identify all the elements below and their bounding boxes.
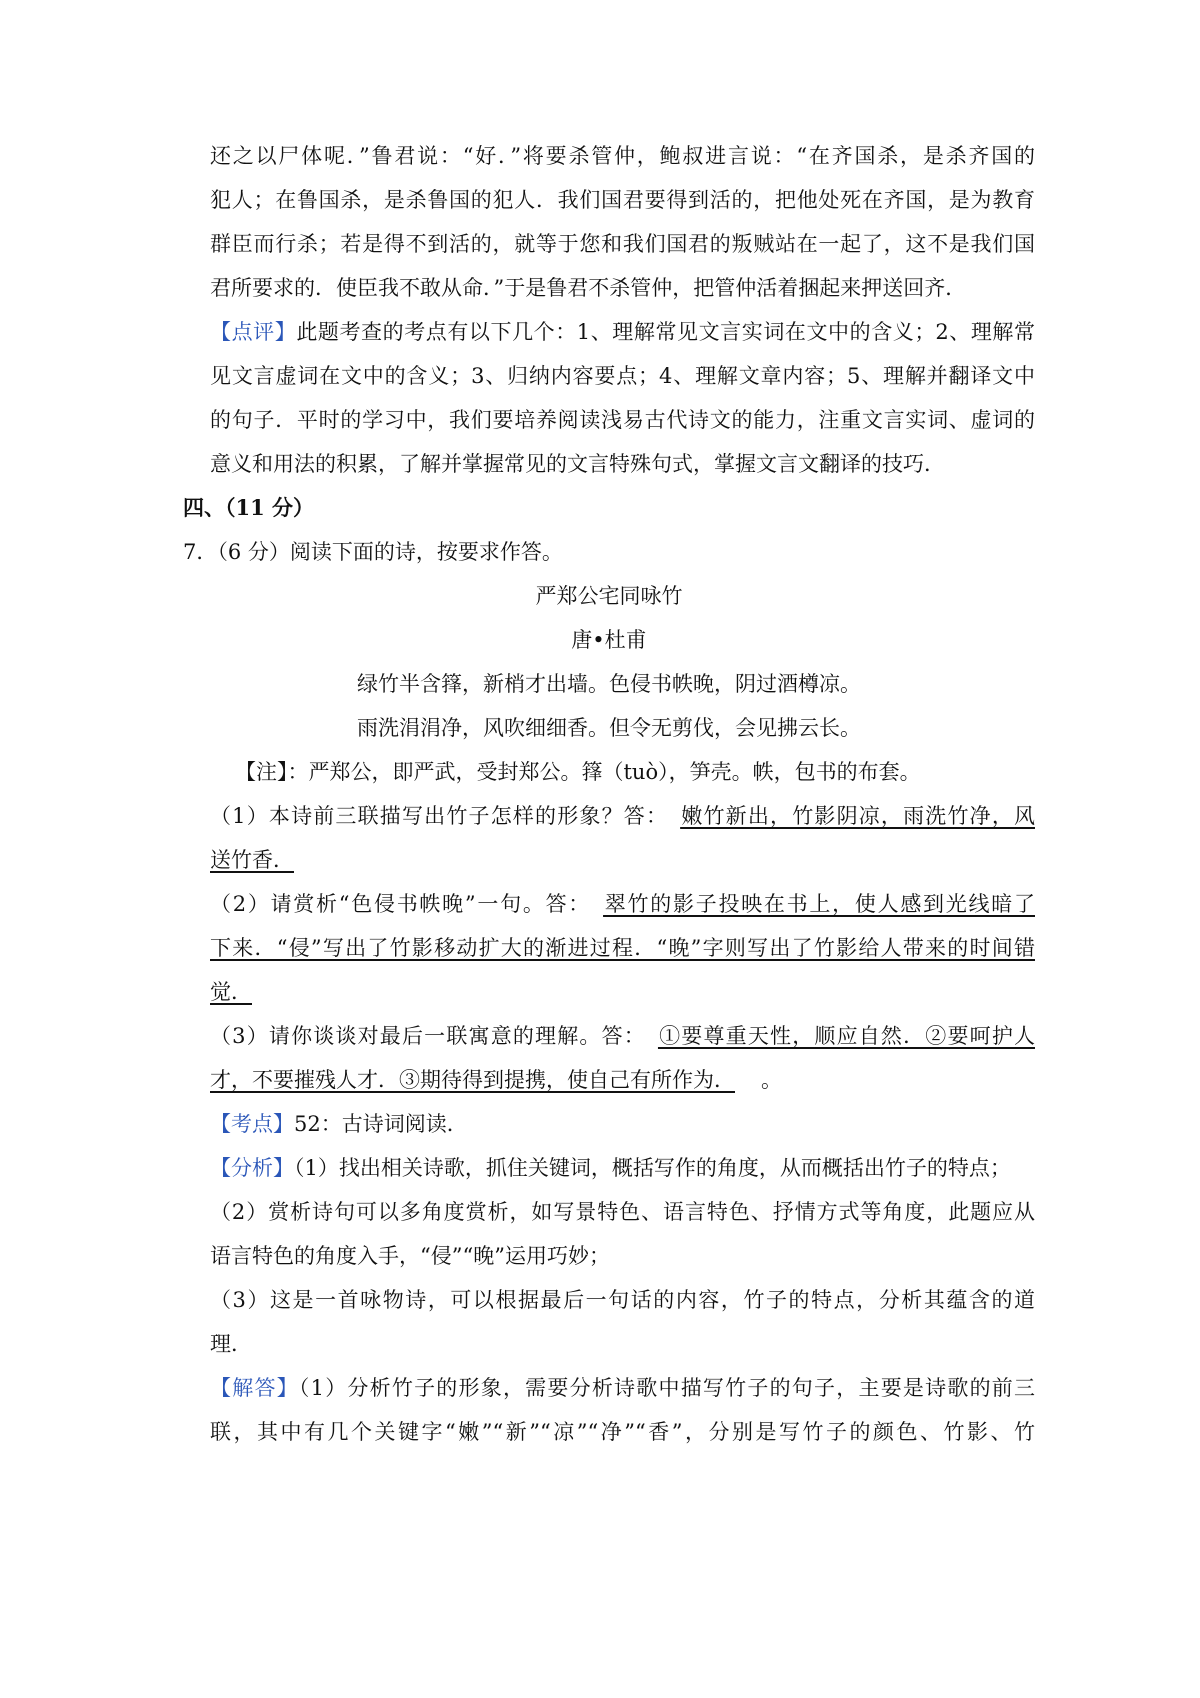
review-text-1: 此题考查的考点有以下几个：1、理解常见文言实词在文中的含义；2、理解常 [296,320,1035,344]
q3-line-2 [210,1065,1035,1095]
q2-line-1 [210,889,1035,919]
poem-author: 唐•杜甫 [571,628,647,652]
analysis-line-2: （2）赏析诗句可以多角度赏析，如写景特色、语言特色、抒情方式等角度，此题应从 [210,1200,1035,1224]
poem-line-1: 绿竹半含箨，新梢才出墙。色侵书帙晚，阴过酒樽凉。 [357,672,861,696]
q2-answer-3: 觉． [210,980,252,1004]
analysis-line-3: 语言特色的角度入手，“侵”“晚”运用巧妙； [210,1244,610,1268]
analysis-line-1 [210,1153,1035,1183]
q1-answer-2: 送竹香． [210,848,294,872]
analysis-line-4: （3）这是一首咏物诗，可以根据最后一句话的内容，竹子的特点，分析其蕴含的道 [210,1288,1035,1312]
review-line-4: 意义和用法的积累，了解并掌握常见的文言特殊句式，掌握文言文翻译的技巧． [210,452,945,476]
q3-answer-1: ①要尊重天性，顺应自然．②要呵护人 [657,1024,1035,1048]
translation-line-3: 群臣而行杀；若是得不到活的，就等于您和我们国君的叛贼站在一起了，这不是我们国 [210,232,1035,256]
kaodian-line [210,1109,1035,1139]
poem-line-2: 雨洗涓涓净，风吹细细香。但令无剪伐，会见拂云长。 [357,716,861,740]
review-line-1 [210,317,1035,347]
kaodian-text: 52：古诗词阅读． [294,1112,468,1136]
review-tag: 【点评】 [210,320,297,344]
q2-answer-2: 下来．“侵”写出了竹影移动扩大的渐进过程．“晚”字则写出了竹影给人带来的时间错 [210,936,1035,960]
q1-answer-1: 嫩竹新出，竹影阴凉，雨洗竹净，风 [680,804,1035,828]
kaodian-tag: 【考点】 [210,1112,294,1136]
analysis-line-5: 理． [210,1332,252,1356]
solution-text-1: （1）分析竹子的形象，需要分析诗歌中描写竹子的句子，主要是诗歌的前三 [298,1376,1035,1400]
section-heading: 四、（11 分） [183,495,315,520]
q2-prompt: （2）请赏析“色侵书帙晚”一句。答： [210,892,592,916]
review-line-3: 的句子．平时的学习中，我们要培养阅读浅易古代诗文的能力，注重文言实词、虚词的 [210,408,1035,432]
analysis-text-1: （1）找出相关诗歌，抓住关键词，概括写作的角度，从而概括出竹子的特点； [294,1156,1011,1180]
q1-line-2 [210,845,1035,875]
q3-prompt: （3）请你谈谈对最后一联寓意的理解。答： [210,1024,646,1048]
solution-tag: 【解答】 [210,1376,299,1400]
question-7: 7．（6 分）阅读下面的诗，按要求作答。 [183,540,563,564]
q1-prompt: （1）本诗前三联描写出竹子怎样的形象？答： [210,804,669,828]
translation-line-1: 还之以尸体呢．”鲁君说：“好．”将要杀管仲，鲍叔进言说：“在齐国杀，是杀齐国的 [210,144,1035,168]
review-line-2: 见文言虚词在文中的含义；3、归纳内容要点；4、理解文章内容；5、理解并翻译文中 [210,364,1035,388]
q1-line-1 [210,801,1035,831]
q3-suffix: 。 [761,1068,782,1092]
q2-answer-1: 翠竹的影子投映在书上，使人感到光线暗了 [603,892,1035,916]
q3-line-1 [210,1021,1035,1051]
q2-line-2 [210,933,1035,963]
poem-title: 严郑公宅同咏竹 [535,584,683,608]
translation-line-2: 犯人；在鲁国杀，是杀鲁国的犯人．我们国君要得到活的，把他处死在齐国，是为教育 [210,188,1035,212]
q2-line-3 [210,977,1035,1007]
translation-line-4: 君所要求的．使臣我不敢从命．”于是鲁君不杀管仲，把管仲活着捆起来押送回齐． [210,276,967,300]
analysis-tag: 【分析】 [210,1156,294,1180]
solution-line-2: 联，其中有几个关键字“嫩”“新”“凉”“净”“香”，分别是写竹子的颜色、竹影、竹 [210,1420,1035,1444]
solution-line-1 [210,1373,1035,1403]
q3-answer-2: 才，不要摧残人才．③期待得到提携，使自己有所作为． [210,1068,735,1092]
poem-note: 【注】：严郑公，即严武，受封郑公。箨（tuò），笋壳。帙，包书的布套。 [235,760,921,784]
